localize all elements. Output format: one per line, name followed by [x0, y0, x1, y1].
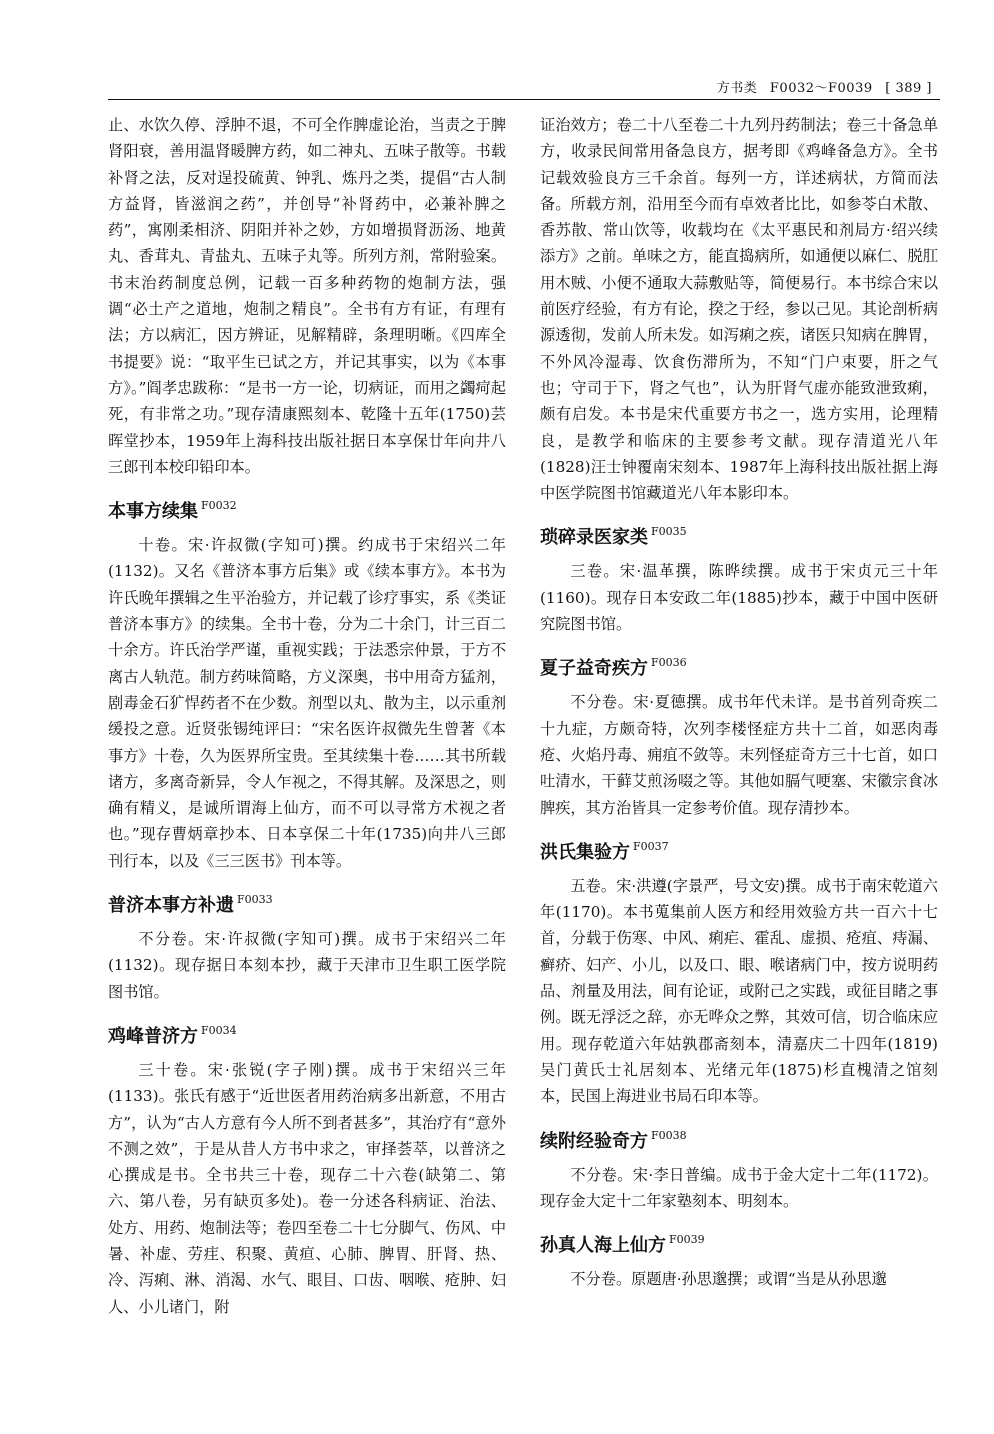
entry-code: F0032 [201, 499, 237, 513]
header-range: F0032～F0039 [769, 81, 873, 96]
right-column [540, 112, 938, 1292]
left-column [108, 112, 506, 1320]
entry-code: F0033 [237, 893, 273, 907]
entry-title-f0033 [108, 888, 506, 918]
entry-title-text: 本事方续集 [108, 501, 198, 523]
running-header [108, 78, 940, 100]
entry-title-text: 夏子益奇疾方 [540, 658, 648, 680]
entry-code: F0034 [201, 1023, 237, 1037]
entry-code: F0036 [651, 656, 687, 670]
entry-title-text: 续附经验奇方 [540, 1130, 648, 1152]
entry-code: F0038 [651, 1128, 687, 1142]
entry-title-f0039 [540, 1228, 938, 1258]
header-rule [108, 99, 940, 100]
entry-code: F0037 [633, 839, 669, 853]
entry-body-f0037: 五卷。宋·洪遵(字景严，号文安)撰。成书于南宋乾道六年(1170)。本书蒐集前人医方和经用效验方共一百六十七首，分载于伤寒、中风、痢疟、霍乱、虚损、疮疽、痔漏、癣疥、妇产、小儿，以及口、眼、喉诸病门中，按方说明药品、剂量及用法，间有论证，或附己之实践，或征目睹之事例。既无浮泛之辞，亦无哗众之弊，其效可信，切合临床应用。现存乾道六年姑孰郡斋刻本，清嘉庆二十四年(1819)吴门黄氏士礼居刻本、光绪元年(1875)杉直槐清之馆刻本，民国上海进业书局石印本等。 [540, 876, 938, 1106]
entry-title-f0036 [540, 651, 938, 681]
entry-body-f0032: 十卷。宋·许叔微(字知可)撰。约成书于宋绍兴二年(1132)。又名《普济本事方后集》或《续本事方》。本书为许氏晚年撰辑之生平治验方，并记载了诊疗事实，系《类证普济本事方》的续集。全书十卷，分为二十余门，计三百二十余方。许氏治学严谨，重视实践；于法悉宗仲景，于方不离古人轨范。制方药味简略，方义深奥，书中用奇方猛剂，剧毒金石犷悍药者不在少数。剂型以丸、散为主，以示重剂缓投之意。近贤张锡纯评曰：“宋名医许叔微先生曾著《本事方》十卷，久为医界所宝贵。至其续集十卷……其书所载诸方，多离奇新异，令人乍视之，不得其解。及深思之，则确有精义，是诚所谓海上仙方，而不可以寻常方术视之者也。”现存曹炳章抄本、日本享保二十年(1735)向井八三郎刊行本，以及《三三医书》刊本等。 [108, 536, 506, 870]
continued-paragraph: 证治效方；卷二十八至卷二十九列丹药制法；卷三十备急单方，收录民间常用备急良方，据考即《鸡峰备急方》。全书记载效验良方三千余首。每列一方，详述病状，方简而法备。所载方剂，沿用至今而有卓效者比比，如参苓白术散、香苏散、常山饮等，收载均在《太平惠民和剂局方·绍兴续添方》之前。单味之方，能直捣病所，如通便以麻仁、脱肛用木贼、小便不通取大蒜敷贴等，简便易行。本书综合宋以前医疗经验，有方有论，揆之于经，参以己见。其论剖析病源透彻，发前人所未发。如泻痢之疾，诸医只知病在脾胃，不外风冷湿毒、饮食伤滞所为，不知“门户束要，肝之气也；守司于下，肾之气也”，认为肝肾气虚亦能致泄致痢，颇有启发。本书是宋代重要方书之一，选方实用，论理精良，是教学和临床的主要参考文献。现存清道光八年(1828)汪士钟覆南宋刻本、1987年上海科技出版社据上海中医学院图书馆藏道光八年本影印本。 [540, 116, 938, 503]
header-category: 方书类 [716, 81, 758, 96]
entry-code: F0039 [669, 1233, 705, 1247]
entry-code: F0035 [651, 525, 687, 539]
entry-body-f0036: 不分卷。宋·夏德撰。成书年代未详。是书首列奇疾二十九症，方颇奇特，次列李楼怪症方共十二首，如恶肉毒疮、火焰丹毒、痈疽不敛等。末列怪症奇方三十七首，如口吐清水，干藓艾煎汤啜之等。其他如膈气哽塞、宋徽宗食冰脾疾，其方治皆具一定参考价值。现存清抄本。 [540, 693, 938, 817]
entry-body-f0039: 不分卷。原题唐·孙思邈撰；或谓“当是从孙思邈 [570, 1270, 887, 1289]
entry-title-f0032 [108, 494, 506, 524]
entry-title-text: 鸡峰普济方 [108, 1025, 198, 1047]
entry-body-f0035: 三卷。宋·温革撰，陈晔续撰。成书于宋贞元三十年(1160)。现存日本安政二年(1885)抄本，藏于中国中医研究院图书馆。 [540, 562, 938, 634]
header-text [709, 77, 932, 96]
entry-title-text: 普济本事方补遗 [108, 895, 234, 917]
entry-title-text: 孙真人海上仙方 [540, 1235, 666, 1257]
entry-title-f0037 [540, 835, 938, 865]
entry-title-text: 洪氏集验方 [540, 841, 630, 863]
entry-title-f0035 [540, 520, 938, 550]
entry-title-f0038 [540, 1124, 938, 1154]
entry-body-f0033: 不分卷。宋·许叔微(字知可)撰。成书于宋绍兴二年(1132)。现存据日本刻本抄，藏于天津市卫生职工医学院图书馆。 [108, 930, 506, 1001]
continued-paragraph: 止、水饮久停、浮肿不退，不可全作脾虚论治，当责之于脾肾阳衰，善用温肾暖脾方药，如二神丸、五味子散等。书载补肾之法，反对逞投硫黄、钟乳、炼丹之类，提倡“古人制方益肾，皆滋润之药”，并创导“补肾药中，必兼补脾之药”，寓刚柔相济、阴阳并补之妙，方如增损肾沥汤、地黄丸、香茸丸、青盐丸、五味子丸等。所列方剂，常附验案。书末治药制度总例，记载一百多种药物的炮制方法，强调“必土产之道地，炮制之精良”。全书有方有证，有理有法；方以病汇，因方辨证，见解精辟，条理明晰。《四库全书提要》说：“取平生已试之方，并记其事实，以为《本事方》。”阎孝忠跋称：“是书一方一论，切病证，而用之蠲疴起死，有非常之功。”现存清康熙刻本、乾隆十五年(1750)芸晖堂抄本，1959年上海科技出版社据日本享保廿年向井八三郎刊本校印铅印本。 [108, 116, 506, 476]
entry-body-f0034: 三十卷。宋·张锐(字子刚)撰。成书于宋绍兴三年(1133)。张氏有感于“近世医者用药治病多出新意，不用古方”，认为“古人方意有今人所不到者甚多”，其治疗有“意外不测之效”，于是从昔人方书中求之，审择荟萃，以普济之心撰成是书。全书共三十卷，现存二十六卷(缺第二、第六、第八卷，另有缺页多处)。卷一分述各科病证、治法、处方、用药、炮制法等；卷四至卷二十七分脚气、伤风、中暑、补虚、劳疰、积聚、黄疸、心肺、脾胃、肝肾、热、冷、泻痢、淋、消渴、水气、眼目、口齿、咽喉、疮肿、妇人、小儿诸门，附 [108, 1060, 506, 1316]
page-number: [ 389 ] [885, 81, 932, 96]
entry-title-f0034 [108, 1019, 506, 1049]
entry-title-text: 琐碎录医家类 [540, 527, 648, 549]
entry-body-f0038: 不分卷。宋·李日普编。成书于金大定十二年(1172)。现存金大定十二年家塾刻本、明刻本。 [540, 1165, 938, 1210]
